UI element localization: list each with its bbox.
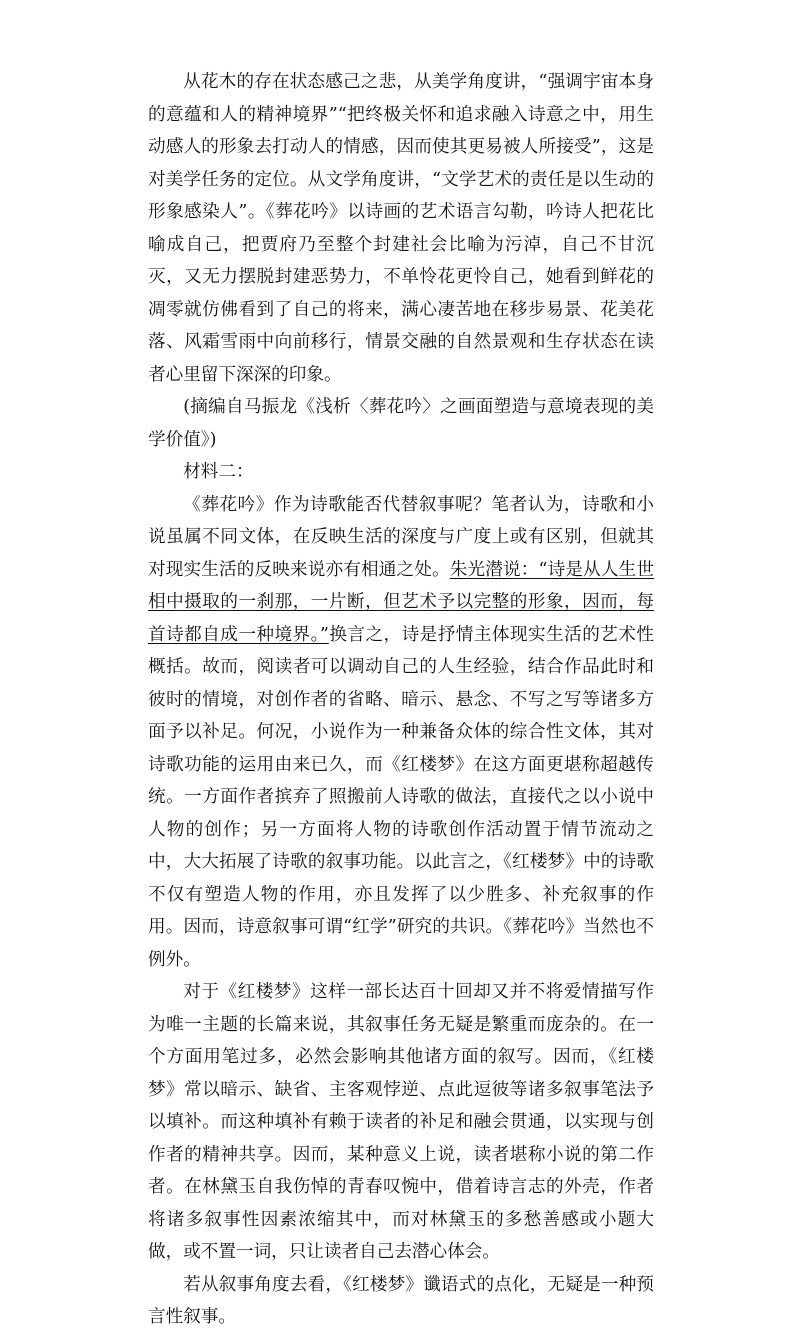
paragraph-material-one-body bbox=[148, 66, 654, 391]
text-segment: 若从叙事角度去看，《红楼梦》谶语式的点化，无疑是一种预言性叙事。 bbox=[148, 1274, 654, 1327]
paragraph-material-two-third bbox=[148, 1269, 654, 1334]
text-segment: (摘编自马振龙《浅析〈葬花吟〉之画面塑造与意境表现的美学价值》) bbox=[148, 397, 654, 450]
text-segment: 材料二： bbox=[183, 462, 254, 482]
document-page bbox=[148, 66, 654, 1334]
underlined-quote: 朱光潜说：“诗是从人生世相中摄取的一刹那，一片断，但艺术予以完整的形象，因而，每首诗都自成一种境界。” bbox=[148, 559, 654, 645]
text-segment: 换言之，诗是抒情主体现实生活的艺术性概括。故而，阅读者可以调动自己的人生经验，结合作品此时和彼时的情境，对创作者的省略、暗示、悬念、不写之写等诸多方面予以补足。何况，小说作为一种兼备众体的综合性文体，其对诗歌功能的运用由来已久，而《红楼梦》在这方面更堪称超越传统。一方面作者摈弃了照搬前人诗歌的做法，直接代之以小说中人物的创作；另一方面将人物的诗歌创作活动置于情节流动之中，大大拓展了诗歌的叙事功能。以此言之，《红楼梦》中的诗歌不仅有塑造人物的作用，亦且发挥了以少胜多、补充叙事的作用。因而，诗意叙事可谓“红学”研究的共识。《葬花吟》当然也不例外。 bbox=[148, 624, 654, 970]
paragraph-material-two-second bbox=[148, 976, 654, 1269]
text-segment: 对于《红楼梦》这样一部长达百十回却又并不将爱情描写作为唯一主题的长篇来说，其叙事任务无疑是繁重而庞杂的。在一个方面用笔过多，必然会影响其他诸方面的叙写。因而，《红楼梦》常以暗示、缺省、主客观悖逆、点此逗彼等诸多叙事笔法予以填补。而这种填补有赖于读者的补足和融会贯通，以实现与创作者的精神共享。因而，某种意义上说，读者堪称小说的第二作者。在林黛玉自我伤悼的青春叹惋中，借着诗言志的外壳，作者将诸多叙事性因素浓缩其中，而对林黛玉的多愁善感或小题大做，或不置一词，只让读者自己去潜心体会。 bbox=[148, 982, 654, 1262]
text-segment: 从花木的存在状态感己之悲，从美学角度讲，“强调宇宙本身的意蕴和人的精神境界”“把终极关怀和追求融入诗意之中，用生动感人的形象去打动人的情感，因而使其更易被人所接受”，这是对美学任务的定位。从文学角度讲，“文学艺术的责任是以生动的形象感染人”。《葬花吟》以诗画的艺术语言勾勒，吟诗人把花比喻成自己，把贾府乃至整个封建社会比喻为污淖，自己不甘沉灭，又无力摆脱封建恶势力，不单怜花更怜自己，她看到鲜花的凋零就仿佛看到了自己的将来，满心凄苦地在移步易景、花美花落、风霜雪雨中向前移行，情景交融的自然景观和生存状态在读者心里留下深深的印象。 bbox=[148, 72, 654, 385]
text-segment: 《葬花吟》作为诗歌能否代替叙事呢？笔者认为，诗歌和小说虽属不同文体，在反映生活的深度与广度上或有区别，但就其对现实生活的反映来说亦有相通之处。 bbox=[148, 494, 654, 580]
source-citation bbox=[148, 391, 654, 456]
material-two-heading bbox=[148, 456, 654, 489]
paragraph-material-two-first bbox=[148, 489, 654, 977]
